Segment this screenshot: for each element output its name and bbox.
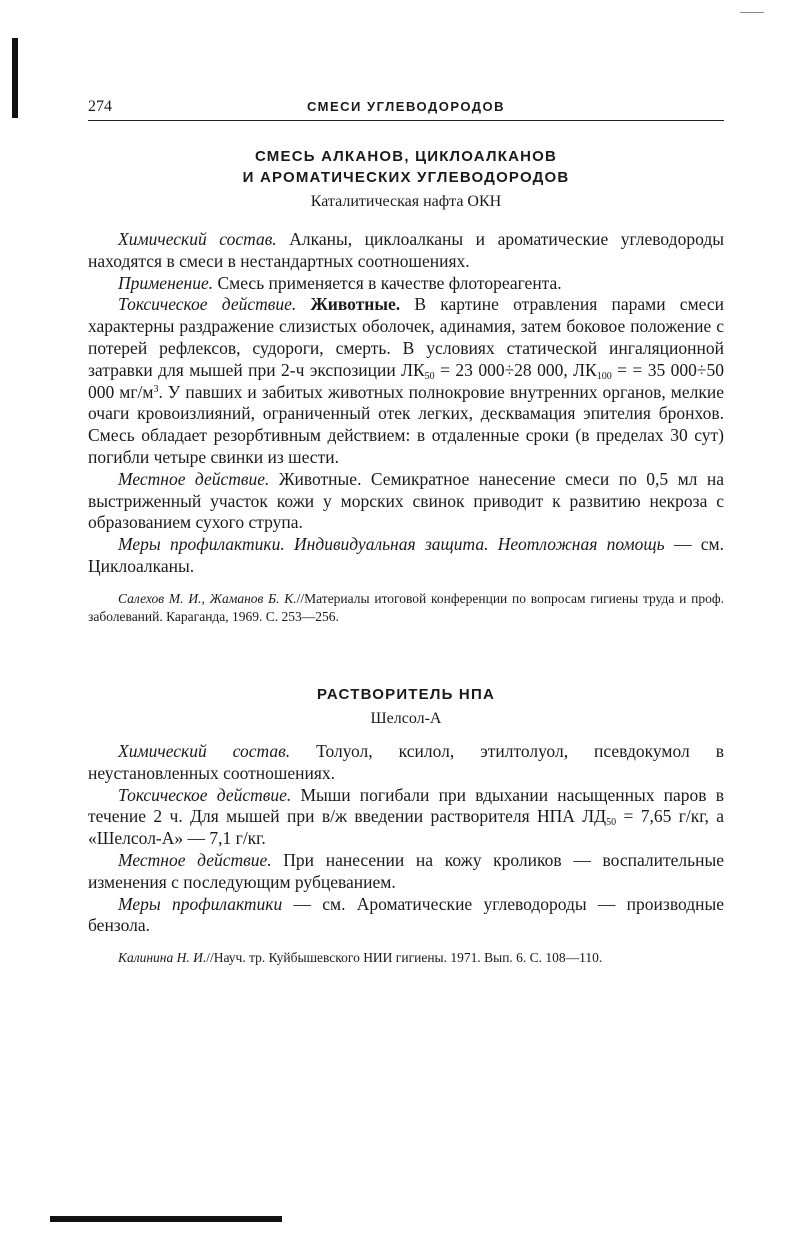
toxic-label: Токсическое действие. [118, 294, 297, 315]
paragraph-toxic [88, 294, 724, 468]
toxic-text: = 7,65 г/кг, а «Шелсол-А» — 7,1 г/кг. [88, 806, 724, 849]
section-1-title-line-1: СМЕСЬ АЛКАНОВ, ЦИКЛОАЛКАНОВ [254, 148, 558, 165]
subscript: 50 [606, 817, 617, 829]
scan-edge-mark [740, 12, 764, 13]
reference-text: //Материалы итоговой конференции по вопросам гигиены труда и проф. заболеваний. Караганда, 1969. С. 253—256. [88, 590, 724, 624]
toxic-text: . У павших и забитых животных полнокровие внутренних органов, мелкие очаги кровоизлияний, ограниченный отек легких, десквамация эпителия бронхов. Смесь обладает резорбтивным действием: в отдаленные сроки (в пределах 30 сут) погибли четыре свинки из шести. [88, 381, 724, 467]
paragraph-application [88, 273, 724, 295]
toxic-text: В картине отравления парами смеси характерны раздражение слизистых оболочек, адинамия, затем боковое положение с потерей рефлексов, судороги, смерть. В условиях статической ингаляционной затравки для мышей при 2-ч экспозиции ЛК [88, 294, 724, 380]
section-1-subtitle: Каталитическая нафта ОКН [310, 193, 502, 210]
reference-authors: Калинина Н. И. [118, 950, 207, 966]
scan-edge-mark [50, 1216, 282, 1222]
superscript: 3 [153, 383, 159, 395]
local-text: При нанесении на кожу кроликов — воспалительные изменения с последующим рубцеванием. [88, 849, 724, 892]
prevention-label: Меры профилактики. Индивидуальная защита. Неотложная помощь [118, 534, 665, 555]
toxic-text: = = 35 000÷50 000 мг/м [88, 359, 725, 402]
toxic-text: = 23 000÷28 000, ЛК [434, 359, 597, 380]
paragraph-local [88, 469, 724, 534]
page-header [88, 98, 724, 121]
subscript: 100 [596, 370, 612, 382]
paragraph-prevention [88, 894, 724, 938]
section-2-title: РАСТВОРИТЕЛЬ НПА [317, 686, 495, 703]
toxic-text: Мыши погибали при вдыхании насыщенных паров в течение 2 ч. Для мышей при в/ж введении растворителя НПА ЛД [88, 784, 724, 827]
local-label: Местное действие. [118, 468, 270, 489]
prevention-text: — см. Ароматические углеводороды — производные бензола. [88, 893, 724, 936]
reference-text: //Науч. тр. Куйбышевского НИИ гигиены. 1971. Вып. 6. С. 108—110. [206, 950, 603, 966]
application-label: Применение. [118, 272, 214, 293]
application-text: Смесь применяется в качестве флотореагента. [213, 272, 562, 293]
scan-edge-mark [12, 38, 18, 118]
toxic-animals-label: Животные. [296, 294, 401, 315]
paragraph-local [88, 850, 724, 894]
paragraph-prevention [88, 534, 724, 578]
reference-1 [88, 590, 724, 626]
paragraph-toxic [88, 785, 724, 850]
reference-2 [88, 949, 724, 967]
section-2-body [88, 741, 724, 967]
section-1-title-line-2: И АРОМАТИЧЕСКИХ УГЛЕВОДОРОДОВ [242, 169, 570, 186]
composition-label: Химический состав. [118, 741, 291, 761]
composition-text: Толуол, ксилол, этилтолуол, псевдокумол в неустановленных соотношениях. [88, 741, 724, 783]
toxic-label: Токсическое действие. [118, 784, 292, 805]
section-2-heading [88, 684, 724, 729]
paragraph-composition [88, 229, 724, 273]
prevention-label: Меры профилактики [118, 893, 283, 914]
section-1-heading [88, 146, 724, 212]
composition-text: Алканы, циклоалканы и ароматические углеводороды находятся в смеси в нестандартных соотношениях. [88, 229, 724, 271]
reference-authors: Салехов М. И., Жаманов Б. К. [118, 590, 297, 606]
section-1-body [88, 229, 724, 626]
page-number: 274 [88, 98, 112, 115]
subscript: 50 [424, 370, 435, 382]
local-label: Местное действие. [118, 849, 272, 870]
composition-label: Химический состав. [118, 229, 277, 249]
running-head: СМЕСИ УГЛЕВОДОРОДОВ [306, 99, 506, 114]
paragraph-composition [88, 741, 724, 785]
prevention-text: — см. Циклоалканы. [88, 534, 724, 576]
section-2-subtitle: Шелсол-А [370, 710, 442, 727]
local-text: Животные. Семикратное нанесение смеси по 0,5 мл на выстриженный участок кожи у морских свинок приводит к развитию некроза с образованием сухого струпа. [88, 468, 724, 533]
